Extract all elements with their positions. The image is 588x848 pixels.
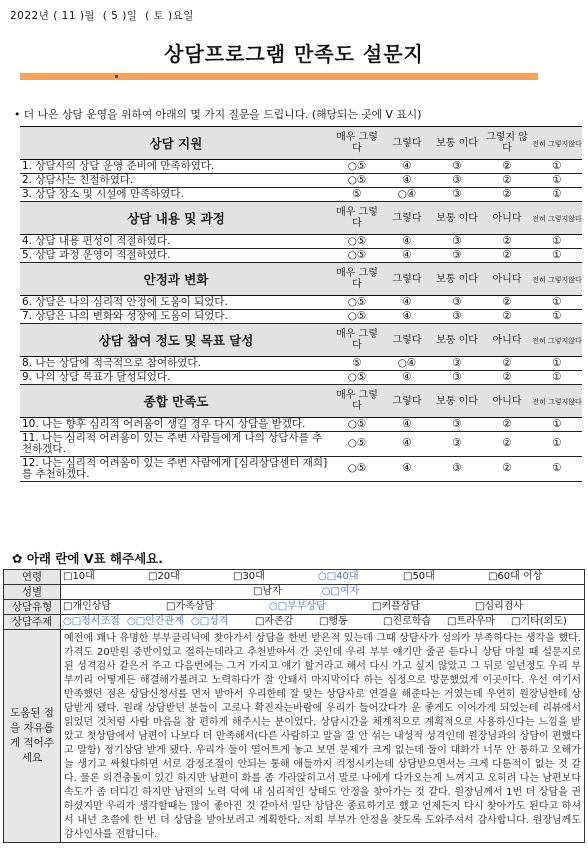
scale-label: 매우 그렇다 (336, 268, 378, 290)
checkbox-option[interactable]: □50대 (403, 571, 435, 582)
checkbox-option[interactable]: □남자 (253, 586, 282, 597)
answer-option[interactable]: ① (532, 310, 582, 324)
survey-instructions: • 더 나은 상담 운영을 위하여 아래의 몇 가지 질문을 드립니다. (해당되는 곳에 V 표시) (14, 108, 422, 121)
answer-option[interactable]: ① (532, 371, 582, 385)
checkbox-option[interactable]: □20대 (148, 571, 180, 582)
answer-option[interactable]: ○⑤ (332, 418, 382, 432)
survey-date: 2022년 ( 11 )월 ( 5 )일 ( 토 )요일 (10, 10, 194, 22)
scale-label: 보통 이다 (436, 334, 478, 346)
answer-option[interactable]: ○④ (382, 357, 432, 371)
scale-label: 매우 그렇다 (336, 390, 378, 412)
info-row (4, 600, 585, 615)
section-header-row (20, 263, 582, 296)
answer-option[interactable]: ③ (432, 188, 482, 202)
answer-option[interactable]: ○⑤ (332, 432, 382, 457)
answer-option[interactable]: ① (532, 457, 582, 482)
scale-label: 아니다 (492, 273, 522, 285)
answer-option[interactable]: ○⑤ (332, 457, 382, 482)
question-text: 8. 나는 상담에 적극적으로 참여하였다. (20, 357, 332, 371)
answer-option[interactable]: ○⑤ (332, 310, 382, 324)
question-text: 11. 나는 심리적 어려움이 있는 주변 사람들에게 나의 상담사를 추천하겠다. (20, 432, 332, 457)
answer-option[interactable]: ② (482, 418, 532, 432)
answer-option[interactable]: ② (482, 310, 532, 324)
scale-header (482, 127, 532, 160)
answer-option[interactable]: ④ (382, 432, 432, 457)
question-text: 7. 상담은 나의 변화와 성장에 도움이 되었다. (20, 310, 332, 324)
scale-label: 보통 이다 (436, 212, 478, 224)
checkbox-option[interactable]: ○□정서조절 (63, 616, 120, 627)
scale-label: 아니다 (492, 395, 522, 407)
scale-header (432, 385, 482, 418)
question-row (20, 371, 582, 385)
info-row (4, 585, 585, 600)
section-header-row (20, 324, 582, 357)
info-label: 연령 (4, 570, 61, 585)
answer-option[interactable]: ① (532, 357, 582, 371)
info-options (61, 615, 585, 630)
scale-header (532, 263, 582, 296)
checkbox-option[interactable]: □개인상담 (63, 601, 112, 612)
scale-label: 전혀 그렇지않다 (532, 214, 582, 223)
answer-option[interactable]: ① (532, 296, 582, 310)
question-row (20, 418, 582, 432)
answer-option[interactable]: ① (532, 249, 582, 263)
section-title: 안정과 변화 (20, 263, 332, 296)
question-text: 2. 상담사는 친절하였다. (20, 174, 332, 188)
question-text: 4. 상담 내용 편성이 적절하였다. (20, 235, 332, 249)
answer-option[interactable]: ① (532, 432, 582, 457)
checkbox-option[interactable]: □진로학습 (383, 616, 432, 627)
info-label: 상담유형 (4, 600, 61, 615)
scale-label: 보통 이다 (436, 395, 478, 407)
section-header-row (20, 202, 582, 235)
info-options (61, 600, 585, 615)
answer-option[interactable]: ② (482, 371, 532, 385)
answer-option[interactable]: ① (532, 160, 582, 174)
scale-label: 전혀 그렇지않다 (532, 336, 582, 345)
answer-option[interactable]: ③ (432, 457, 482, 482)
scale-label: 매우 그렇다 (336, 132, 378, 154)
scale-header (332, 324, 382, 357)
answer-option[interactable]: ③ (432, 357, 482, 371)
answer-option[interactable]: ④ (382, 296, 432, 310)
info-options (61, 570, 585, 585)
question-row (20, 249, 582, 263)
question-row (20, 457, 582, 482)
answer-option[interactable]: ⑤ (332, 357, 382, 371)
checkbox-option[interactable]: □자존감 (255, 616, 294, 627)
question-row (20, 357, 582, 371)
checkbox-option[interactable]: □가족상담 (166, 601, 215, 612)
checkbox-option[interactable]: ○□40대 (318, 571, 359, 582)
answer-option[interactable]: ③ (432, 418, 482, 432)
scale-header (332, 263, 382, 296)
question-row (20, 160, 582, 174)
scale-label: 그렇다 (392, 212, 422, 224)
question-text: 9. 나의 상담 목표가 달성되었다. (20, 371, 332, 385)
answer-option[interactable]: ③ (432, 235, 482, 249)
answer-option[interactable]: ④ (382, 457, 432, 482)
question-row (20, 432, 582, 457)
scale-header (482, 324, 532, 357)
scale-label: 그렇다 (392, 395, 422, 407)
answer-option[interactable]: ④ (382, 174, 432, 188)
answer-option[interactable]: ② (482, 160, 532, 174)
question-row (20, 296, 582, 310)
scale-header (382, 127, 432, 160)
answer-option[interactable]: ③ (432, 296, 482, 310)
answer-option[interactable]: ③ (432, 174, 482, 188)
answer-option[interactable]: ① (532, 235, 582, 249)
feedback-row (4, 630, 585, 843)
answer-option[interactable]: ② (482, 174, 532, 188)
scale-header (332, 202, 382, 235)
scale-header (382, 263, 432, 296)
feedback-label: 도움된 점을 자유롭게 적어주세요 (4, 630, 61, 843)
question-row (20, 174, 582, 188)
answer-option[interactable]: ○⑤ (332, 296, 382, 310)
answer-option[interactable]: ① (532, 188, 582, 202)
section-title: 종합 만족도 (20, 385, 332, 418)
answer-option[interactable]: ③ (432, 249, 482, 263)
answer-option[interactable]: ② (482, 432, 532, 457)
checkbox-option[interactable]: □기타(외도) (511, 616, 567, 627)
info-options (61, 585, 585, 600)
scale-label: 그렇다 (392, 273, 422, 285)
scale-header (432, 127, 482, 160)
scale-label: 그렇다 (392, 137, 422, 149)
answer-option[interactable]: ② (482, 357, 532, 371)
question-text: 10. 나는 향후 심리적 어려움이 생길 경우 다시 상담을 받겠다. (20, 418, 332, 432)
section-header-row (20, 385, 582, 418)
scale-label: 보통 이다 (436, 137, 478, 149)
checkbox-option[interactable]: □10대 (63, 571, 95, 582)
answer-option[interactable]: ④ (382, 160, 432, 174)
scale-label: 그렇다 (392, 334, 422, 346)
answer-option[interactable]: ④ (382, 418, 432, 432)
checkbox-option[interactable]: □트라우마 (447, 616, 496, 627)
section-title: 상담 참여 정도 및 목표 달성 (20, 324, 332, 357)
scale-label: 전혀 그렇지않다 (532, 139, 582, 148)
answer-option[interactable]: ③ (432, 310, 482, 324)
answer-option[interactable]: ○⑤ (332, 249, 382, 263)
scale-header (532, 202, 582, 235)
scale-header (532, 385, 582, 418)
title-underline (20, 73, 538, 80)
scale-label: 아니다 (492, 334, 522, 346)
scale-header (382, 385, 432, 418)
scale-label: 아니다 (492, 212, 522, 224)
scale-header (382, 202, 432, 235)
answer-option[interactable]: ④ (382, 249, 432, 263)
scale-label: 매우 그렇다 (336, 207, 378, 229)
question-row (20, 188, 582, 202)
answer-option[interactable]: ④ (382, 310, 432, 324)
answer-option[interactable]: ② (482, 296, 532, 310)
info-label: 성별 (4, 585, 61, 600)
answer-option[interactable]: ③ (432, 160, 482, 174)
checkbox-option[interactable]: □커플상담 (372, 601, 421, 612)
question-row (20, 235, 582, 249)
answer-option[interactable]: ○④ (382, 188, 432, 202)
satisfaction-survey-table (20, 126, 582, 482)
info-row (4, 615, 585, 630)
checkbox-option[interactable]: □60대 이상 (488, 571, 543, 582)
info-label: 상담주제 (4, 615, 61, 630)
answer-option[interactable]: ④ (382, 235, 432, 249)
answer-option[interactable]: ○⑤ (332, 371, 382, 385)
page-title: 상담프로그램 만족도 설문지 (164, 42, 424, 66)
answer-option[interactable]: ④ (382, 371, 432, 385)
underline-mark (115, 75, 118, 78)
scale-header (332, 385, 382, 418)
answer-option[interactable]: ③ (432, 432, 482, 457)
scale-label: 전혀 그렇지않다 (532, 275, 582, 284)
scale-label: 매우 그렇다 (336, 329, 378, 351)
answer-option[interactable]: ② (482, 188, 532, 202)
scale-header (382, 324, 432, 357)
checkbox-option[interactable]: ○□부부상담 (269, 601, 326, 612)
checkbox-option[interactable]: □행동 (319, 616, 348, 627)
scale-label: 그렇지 않다 (486, 132, 528, 154)
scale-header (432, 324, 482, 357)
question-text: 5. 상담 과정 운영이 적절하였다. (20, 249, 332, 263)
scale-label: 보통 이다 (436, 273, 478, 285)
scale-header (482, 385, 532, 418)
checkbox-option[interactable]: ○□여자 (321, 586, 360, 597)
question-text: 3. 상담 장소 및 시설에 만족하였다. (20, 188, 332, 202)
answer-option[interactable]: ① (532, 418, 582, 432)
scale-header (532, 127, 582, 160)
feedback-text[interactable]: 예전에 꽤나 유명한 부부클리닉에 찾아가서 상담을 한번 받은적 있는데 그때 상담사가 성의가 부족하다는 생각을 했다. 가격도 20만원 중반이었고 절하는데라고 추천받아서 간 곳인데 우리 부부 얘기만 줄곧 듣다니 상담 마칠 때 설문지로 된 성격검사 같은거 주고 다음번에는 그거 가지고 얘기 할거라고 해서 다시 가고 싶지 않았고 그 뒤로 일년정도 우리 부부끼리 어떻게든 해결해가볼려고 노력하다가 잘 안돼서 마지막이다 하는 심정으로 방문했었게 이곳이다. 우선 여기서 만족했던 점은 상담신청서를 먼저 받아서 우리한테 잘 맞는 상담사로 연결을 해준다는 거였는데 우연히 원장님한테 상담받게 됐다. 원래 상담받던 분들이 고로나 확진자는바람에 우리가 들어갔다가 운 좋게도 이어가게 되었는데 리뷰에서 읽었던 것처럼 사람 마음을 참 편하게 해주시는 분이었다. 상담시간을 체계적으로 계획적으로 사용하신다는 느낌을 받았고 첫상담에서 남편이 나보다 더 만족해서(다른 사람하고 말을 잘 안 섞는 내성적 성격인데 원장님과의 상담이 편했다고 말함) 정기상담 받게 됐다. 우리가 둘이 떨어트게 놓고 보면 문제가 크게 없는데 둘이 대화가 너무 안 통하고 오해가 늘 생기고 싸웠다하면 서로 감정조절이 안되는 통해 애들까지 걱정시키는데 상담받으면서는 크게 다툰적이 없는 것 같다. 물론 의견충돌이 있긴 하지만 남편이 화를 좀 가라앉히고서 말로 나에게 다가오는게 느껴지고 오히려 나는 남편보다 속도가 좀 더디긴 하지만 남편의 노력 덕에 내 심리적인 상태도 안정을 찾아가는 것 같다. 원장님께서 1번 더 상담을 권하셨지만 우리가 생각할때는 많이 좋아진 것 같아서 일단 상담은 종료하기로 했고 언제든지 다시 찾아가도 된다고 하셔서 내년 초쯤에 한 번 더 상담을 받아보려고 계획한다. 저희 부부가 안정을 찾도록 도와주셔서 감사합니다. 원장님께도 감사인사를 전합니다. (61, 630, 585, 843)
scale-header (432, 263, 482, 296)
section-title: 상담 지원 (20, 127, 332, 160)
checkbox-option[interactable]: ○□성격 (191, 616, 229, 627)
checkbox-option[interactable]: ○□인간관계 (127, 616, 184, 627)
info-heading: ✿ 아래 란에 V표 해주세요. (12, 551, 163, 566)
checkbox-option[interactable]: □30대 (233, 571, 265, 582)
checkbox-option[interactable]: □심리검사 (475, 601, 524, 612)
question-row (20, 310, 582, 324)
answer-option[interactable]: ○⑤ (332, 235, 382, 249)
question-text: 12. 나는 심리적 어려움이 있는 주변 사람에게 [심리상담센터 재희]를 추천하겠다. (20, 457, 332, 482)
info-row (4, 570, 585, 585)
answer-option[interactable]: ② (482, 457, 532, 482)
respondent-info-table (3, 569, 585, 843)
section-title: 상담 내용 및 과정 (20, 202, 332, 235)
question-text: 1. 상담사의 상담 운영 준비에 만족하였다. (20, 160, 332, 174)
answer-option[interactable]: ① (532, 174, 582, 188)
answer-option[interactable]: ○⑤ (332, 160, 382, 174)
scale-label: 전혀 그렇지않다 (532, 397, 582, 406)
scale-header (532, 324, 582, 357)
answer-option[interactable]: ○⑤ (332, 174, 382, 188)
scale-header (432, 202, 482, 235)
section-header-row (20, 127, 582, 160)
answer-option[interactable]: ③ (432, 371, 482, 385)
answer-option[interactable]: ② (482, 235, 532, 249)
scale-header (332, 127, 382, 160)
answer-option[interactable]: ② (482, 249, 532, 263)
scale-header (482, 202, 532, 235)
question-text: 6. 상담은 나의 심리적 안정에 도움이 되었다. (20, 296, 332, 310)
answer-option[interactable]: ⑤ (332, 188, 382, 202)
scale-header (482, 263, 532, 296)
